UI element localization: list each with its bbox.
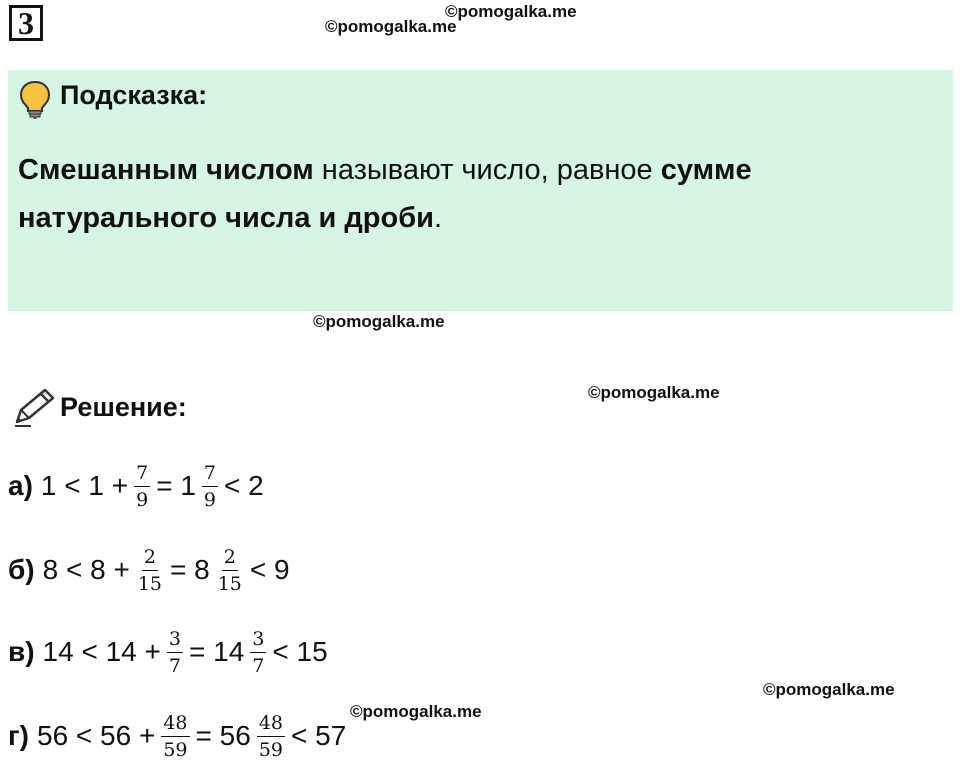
watermark: ©pomogalka.me: [325, 17, 457, 36]
watermark: ©pomogalka.me: [763, 680, 895, 699]
expr-part: < 57: [291, 720, 347, 751]
fraction: [167, 628, 183, 677]
expr-part: = 8: [170, 554, 210, 585]
solution-line-v: [8, 622, 328, 682]
denominator: 7: [252, 654, 265, 677]
expr-part: 8 < 8 +: [42, 554, 130, 585]
expr-part: < 15: [272, 636, 328, 667]
line-label: в): [8, 636, 35, 667]
hint-title: Подсказка:: [60, 80, 208, 110]
solution-line-a: [8, 456, 264, 516]
hint-text-plain: называют число, равное: [313, 154, 661, 186]
denominator: 15: [217, 572, 242, 595]
definition-bold: сумме натурального числа и дроби: [18, 154, 752, 234]
term-bold: Смешанным числом: [18, 154, 314, 186]
fraction: [250, 628, 266, 677]
solution-line-g: [8, 706, 346, 766]
denominator: 15: [137, 572, 162, 595]
expr-part: = 1: [156, 470, 196, 501]
numerator: 3: [250, 628, 266, 653]
numerator: 2: [142, 546, 158, 571]
watermark: ©pomogalka.me: [350, 702, 482, 721]
denominator: 59: [163, 738, 188, 761]
denominator: 59: [258, 738, 283, 761]
expr-part: 56 < 56 +: [37, 720, 156, 751]
hint-text-end: .: [433, 202, 443, 234]
solution-title: Решение:: [60, 392, 187, 422]
lightbulb-icon: [18, 80, 52, 120]
solution-line-b: [8, 540, 290, 600]
denominator: 9: [136, 488, 149, 511]
denominator: 7: [168, 654, 181, 677]
fraction: [216, 546, 244, 595]
line-label: г): [8, 720, 29, 751]
fraction: [202, 462, 218, 511]
expr-part: < 2: [223, 470, 264, 501]
line-label: б): [8, 554, 35, 585]
numerator: 2: [222, 546, 238, 571]
expr-part: = 56: [195, 720, 251, 751]
fraction: [257, 712, 285, 761]
task-number: 3: [9, 5, 43, 41]
numerator: 7: [134, 462, 150, 487]
numerator: 48: [257, 712, 285, 737]
hint-text: [18, 146, 918, 242]
expr-part: = 14: [188, 636, 245, 667]
denominator: 9: [203, 488, 216, 511]
numerator: 7: [202, 462, 218, 487]
expr-part: 14 < 14 +: [42, 636, 161, 667]
numerator: 48: [161, 712, 189, 737]
line-label: а): [8, 470, 33, 501]
pencil-icon: [11, 386, 57, 428]
fraction: [134, 462, 150, 511]
expr-part: 1 < 1 +: [40, 470, 129, 501]
watermark: ©pomogalka.me: [588, 383, 720, 402]
numerator: 3: [167, 628, 183, 653]
watermark: ©pomogalka.me: [313, 312, 445, 331]
watermark: ©pomogalka.me: [445, 2, 577, 21]
fraction: [161, 712, 189, 761]
expr-part: < 9: [249, 554, 290, 585]
fraction: [136, 546, 164, 595]
